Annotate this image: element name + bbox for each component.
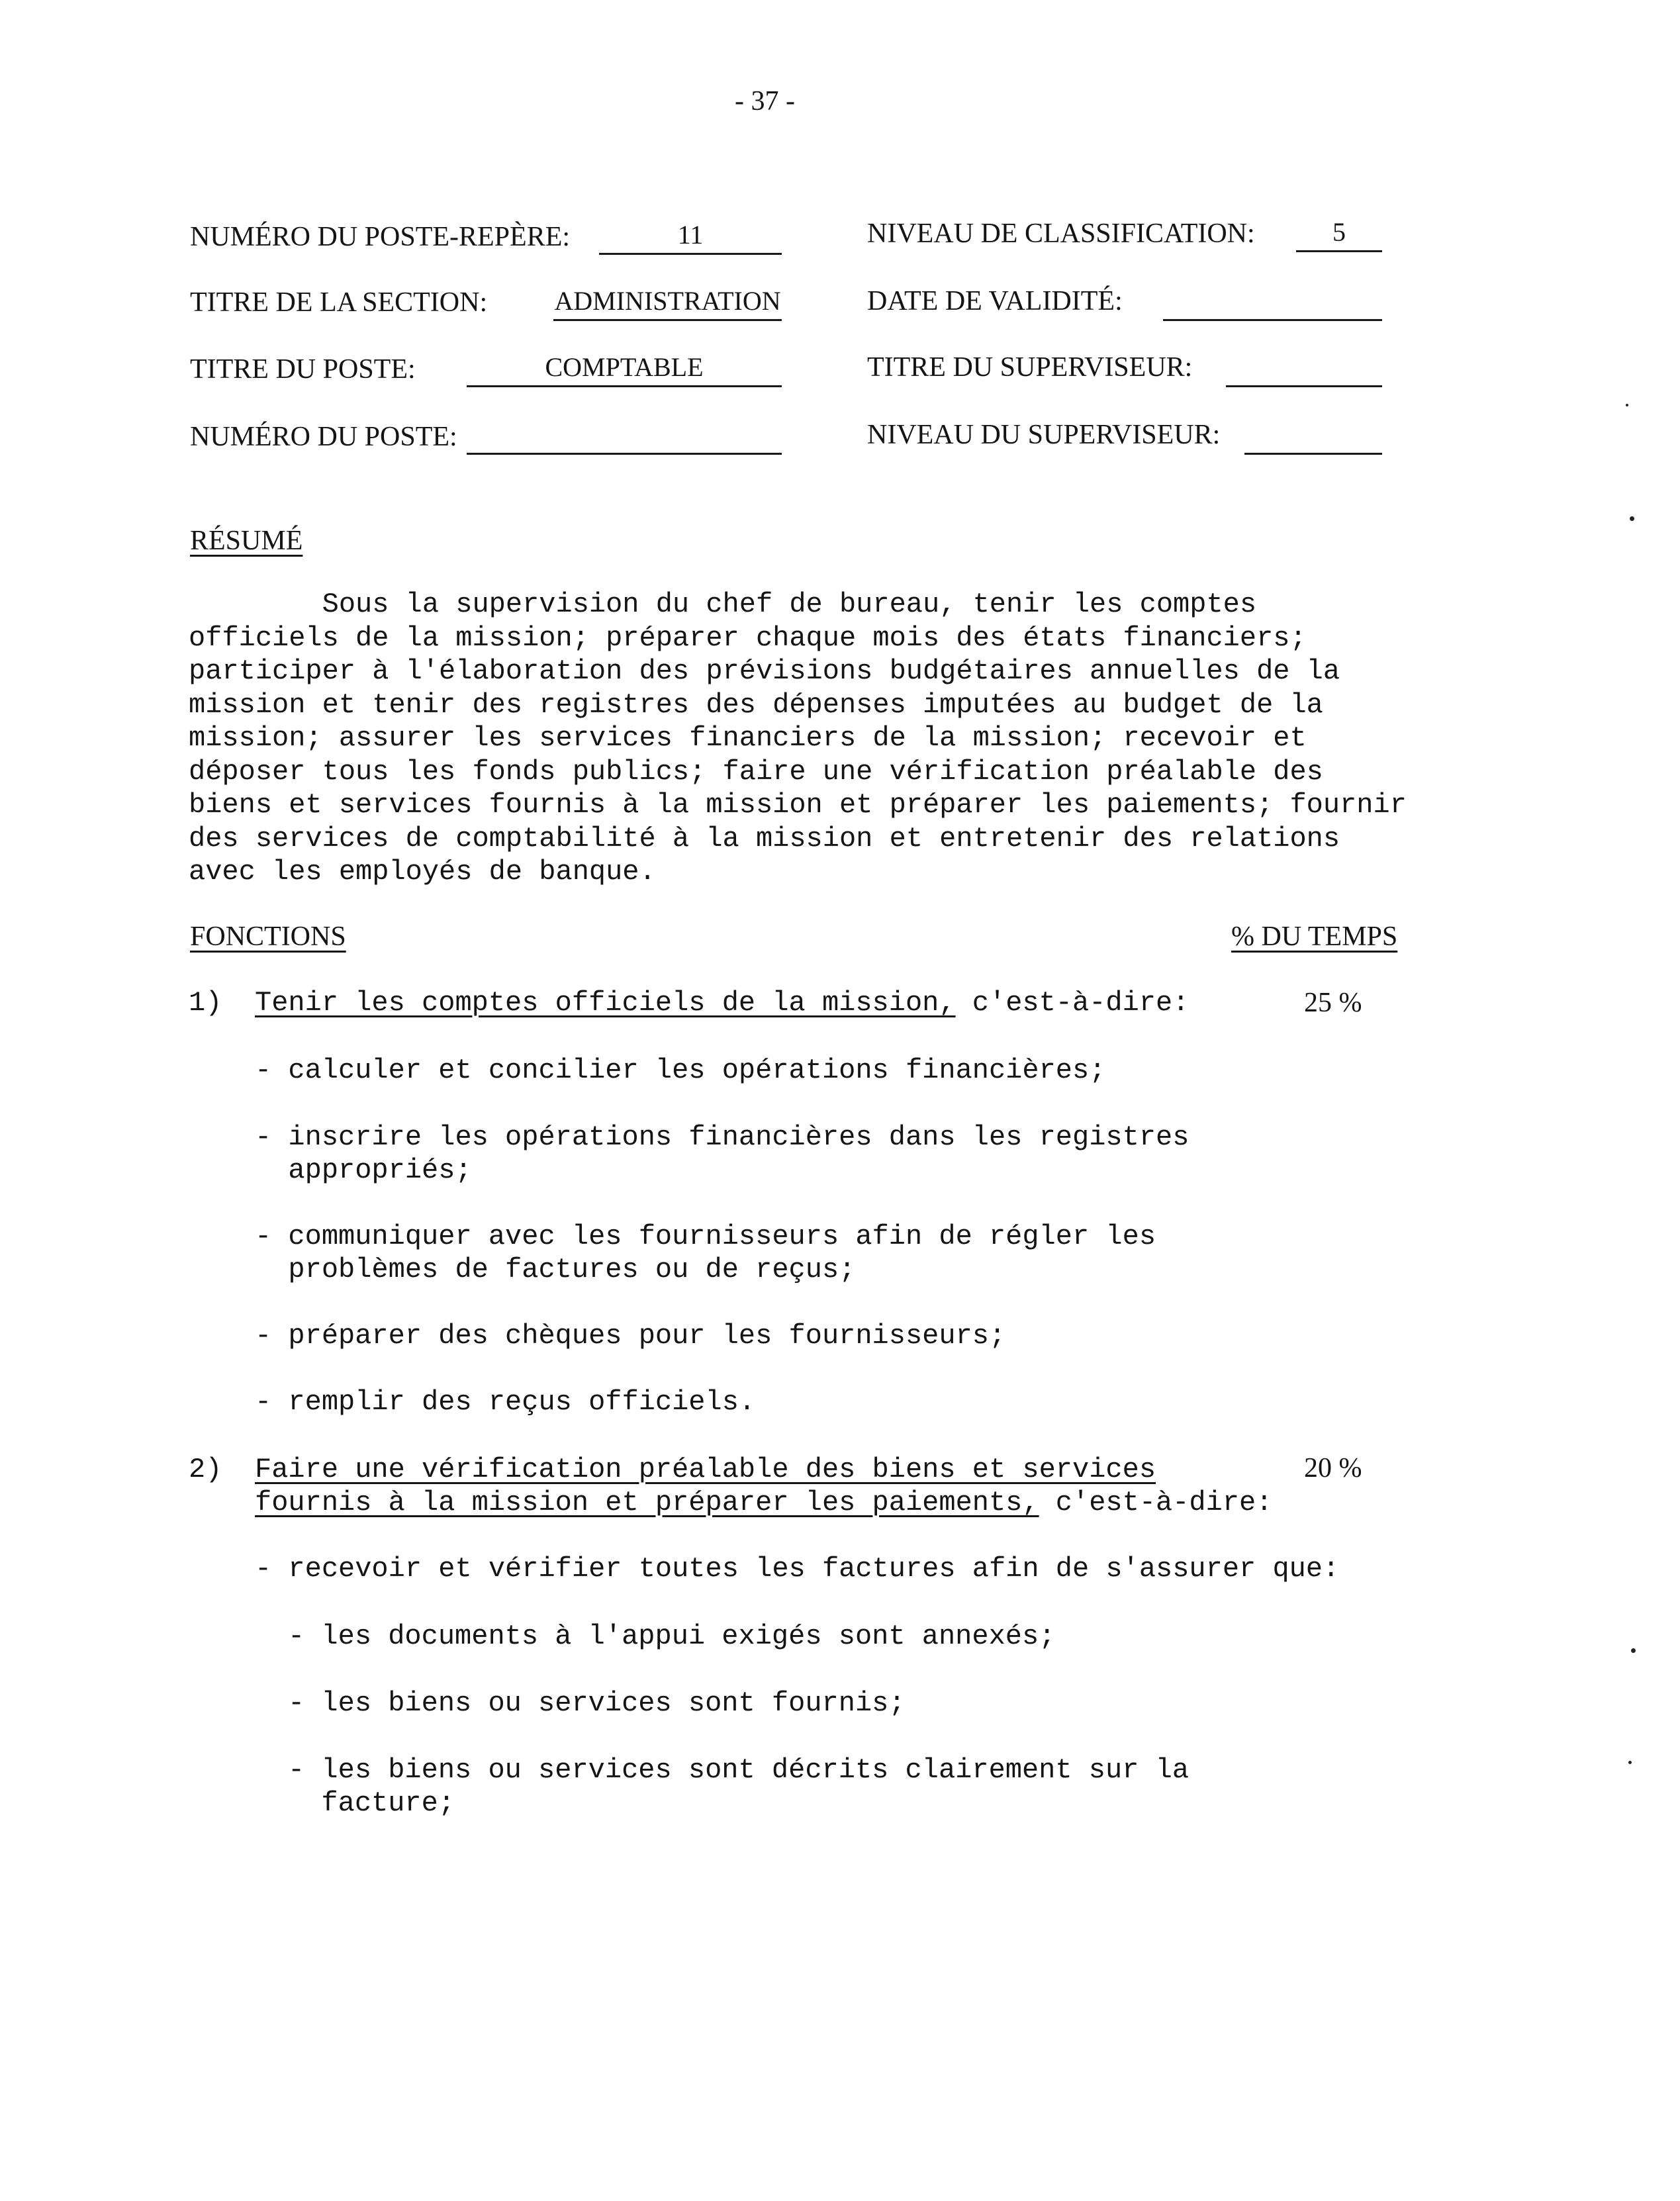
item-2-percent: 20 % [1304, 1453, 1362, 1483]
date-validite-value [1163, 285, 1382, 321]
numero-poste-value [467, 418, 782, 455]
niveau-superviseur-value [1244, 418, 1382, 455]
resume-heading: RÉSUMÉ [190, 526, 303, 556]
item-2-sub-bullet-3: - les biens ou services sont décrits clairement sur la facture; [288, 1754, 1190, 1819]
item-2-number: 2) [189, 1454, 222, 1485]
item-1-bullet-4: - préparer des chèques pour les fournisseurs; [255, 1320, 1006, 1352]
niveau-superviseur-label: NIVEAU DU SUPERVISEUR: [867, 420, 1221, 450]
item-1-title-row [255, 986, 1189, 1019]
titre-poste-value: COMPTABLE [467, 351, 782, 387]
scan-speck [1628, 1761, 1632, 1764]
titre-superviseur-value [1226, 351, 1382, 387]
item-1-bullet-5: - remplir des reçus officiels. [255, 1386, 756, 1418]
item-2-suffix: c'est-à-dire: [1039, 1487, 1273, 1519]
titre-poste-label: TITRE DU POSTE: [190, 354, 416, 385]
date-validite-label: DATE DE VALIDITÉ: [867, 286, 1123, 316]
item-1-bullet-1: - calculer et concilier les opérations financières; [255, 1054, 1106, 1086]
item-1-suffix: c'est-à-dire: [955, 987, 1190, 1019]
numero-poste-label: NUMÉRO DU POSTE: [190, 422, 457, 452]
niveau-classification-label: NIVEAU DE CLASSIFICATION: [867, 218, 1255, 249]
fonctions-heading: FONCTIONS [190, 921, 346, 952]
page-number: - 37 - [735, 86, 795, 117]
item-2-title-row-2 [255, 1486, 1272, 1519]
scan-speck [1626, 404, 1628, 406]
item-2-sub-bullet-1: - les documents à l'appui exigés sont annexés; [288, 1620, 1056, 1652]
resume-text: Sous la supervision du chef de bureau, tenir les comptes officiels de la mission; préparer chaque mois des états financiers; participer à l'élaboration des prévisions budgétaires annuelles de la mission et tenir des registres des dépenses imputées au budget de la mission; assurer les services financiers de la mission; recevoir et déposer tous les fonds publics; faire une vérification préalable des biens et services fournis à la mission et préparer les paiements; fournir des services de comptabilité à la mission et entretenir des relations avec les employés de banque. [189, 588, 1407, 888]
item-1-title: Tenir les comptes officiels de la mission, [255, 987, 956, 1019]
titre-section-value: ADMINISTRATION [553, 285, 782, 321]
scan-speck [1630, 516, 1634, 521]
poste-repere-label: NUMÉRO DU POSTE-REPÈRE: [190, 222, 571, 252]
scan-speck [1631, 1648, 1636, 1653]
niveau-classification-value: 5 [1296, 216, 1382, 252]
item-1-percent: 25 % [1304, 988, 1362, 1018]
time-heading: % DU TEMPS [1231, 921, 1398, 952]
item-2-bullet-1: - recevoir et vérifier toutes les factures afin de s'assurer que: [255, 1553, 1340, 1585]
item-1-number: 1) [189, 987, 222, 1019]
item-1-bullet-3: - communiquer avec les fournisseurs afin de régler les problèmes de factures ou de reçus; [255, 1221, 1156, 1286]
item-2-title-line-2: fournis à la mission et préparer les paiements, [255, 1487, 1039, 1519]
item-2-title-line-1: Faire une vérification préalable des biens et services [255, 1454, 1156, 1485]
titre-section-label: TITRE DE LA SECTION: [190, 287, 488, 318]
item-1-bullet-2: - inscrire les opérations financières dans les registres appropriés; [255, 1121, 1190, 1186]
item-2-sub-bullet-2: - les biens ou services sont fournis; [288, 1687, 906, 1719]
poste-repere-value: 11 [599, 218, 782, 255]
titre-superviseur-label: TITRE DU SUPERVISEUR: [867, 352, 1193, 383]
